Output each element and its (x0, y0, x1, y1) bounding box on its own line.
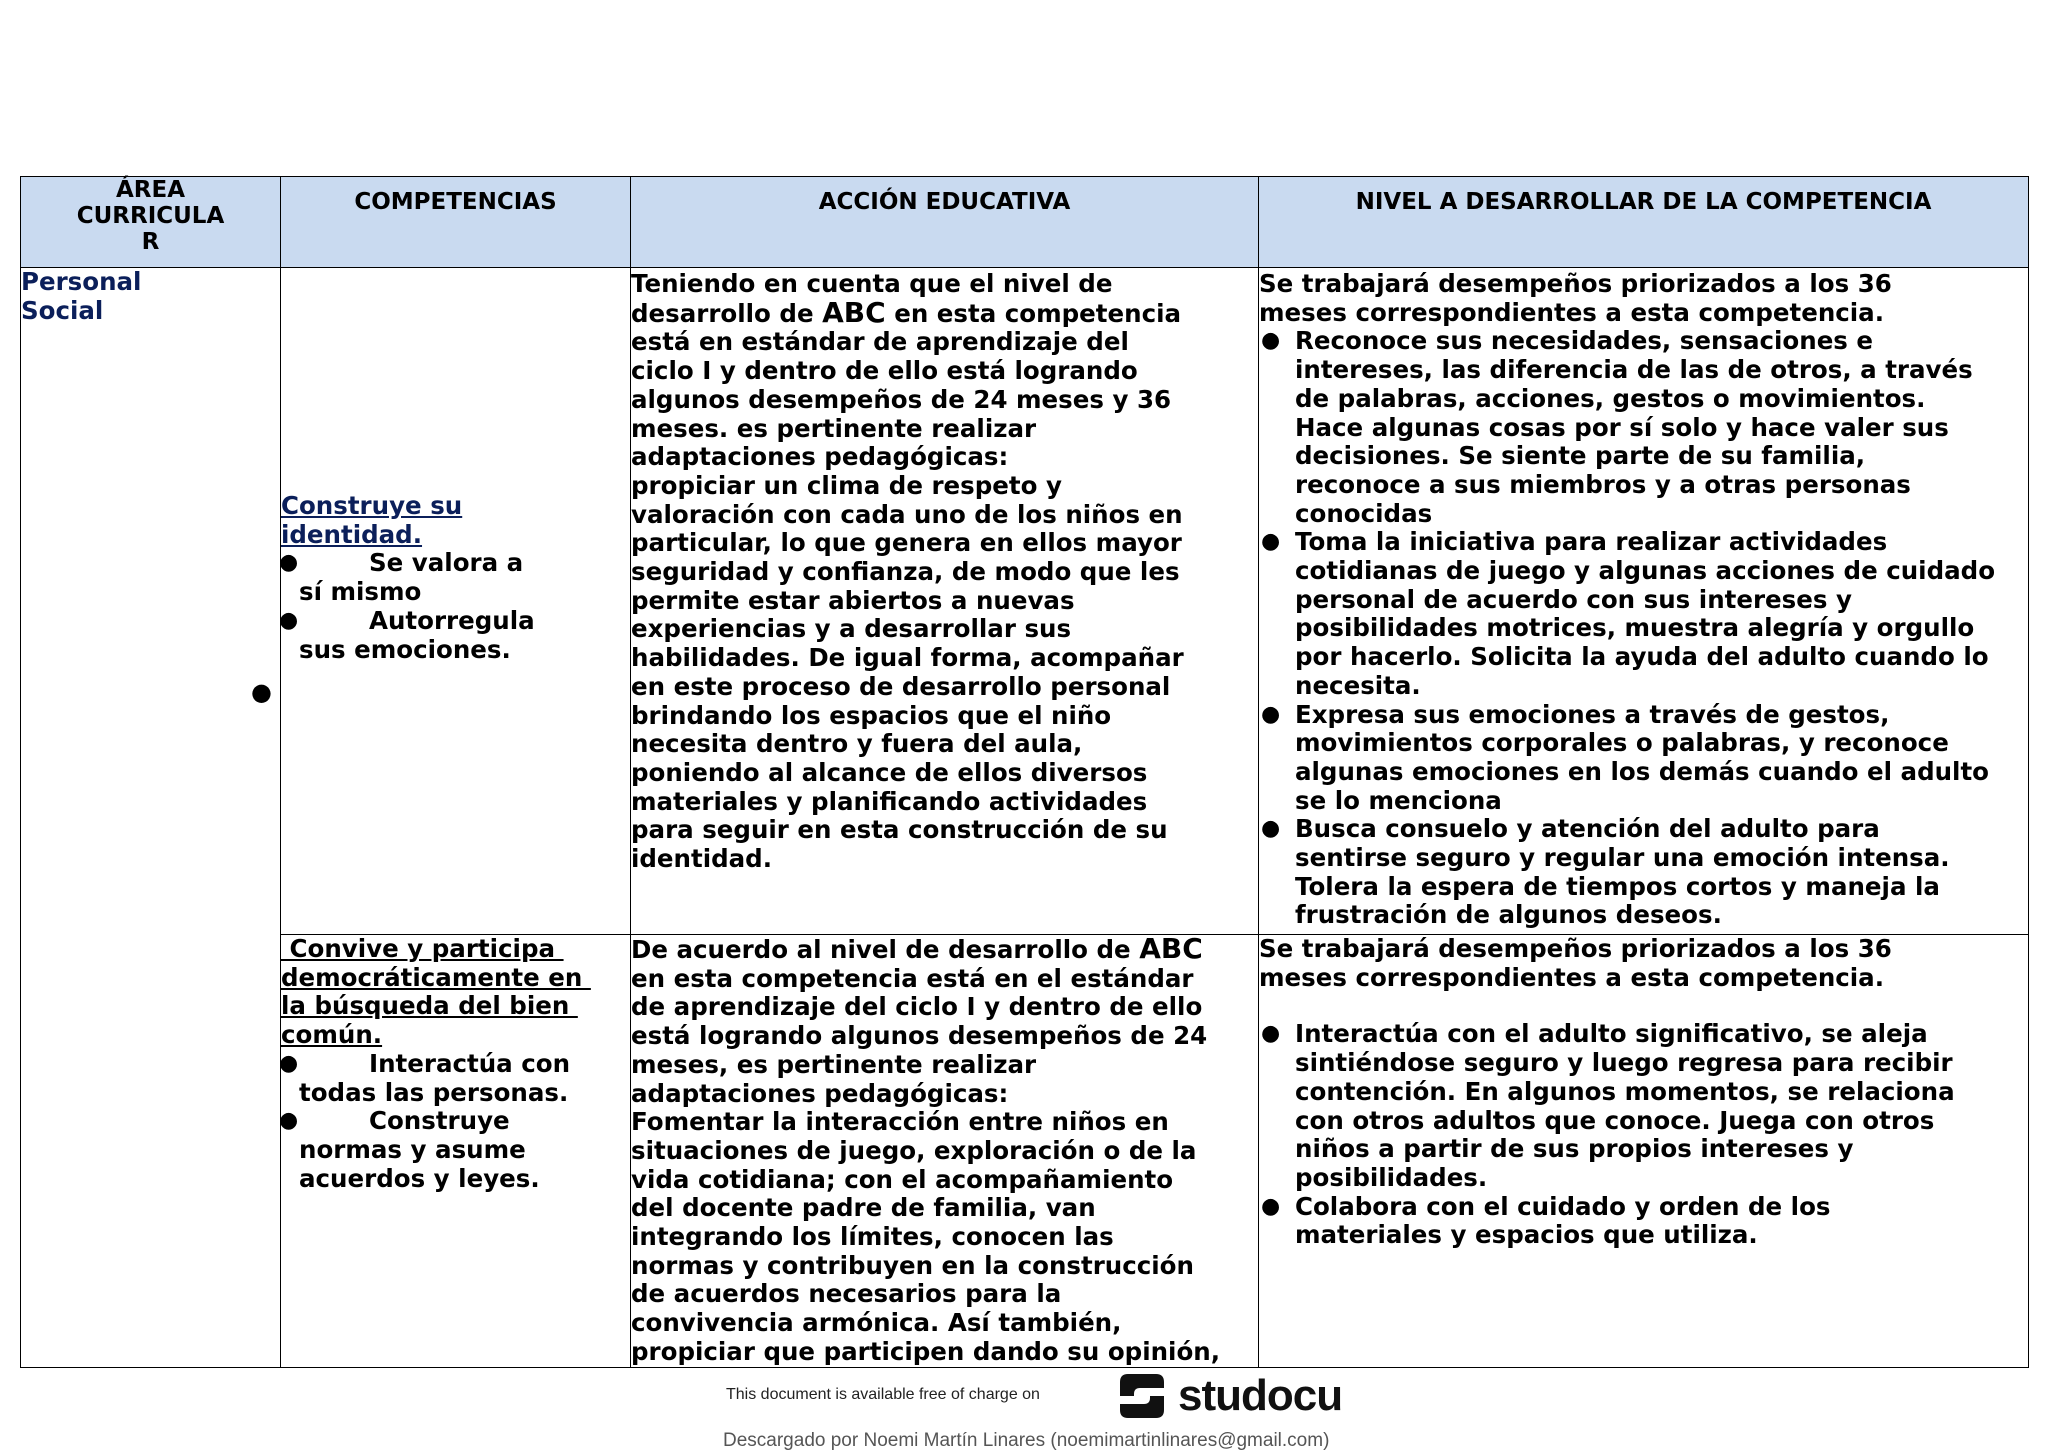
accion-text: desarrollo de (631, 298, 823, 328)
accion-line: de acuerdos necesarios para la (631, 1279, 1062, 1309)
list-item (281, 607, 630, 664)
header-nivel: NIVEL A DESARROLLAR DE LA COMPETENCIA (1259, 177, 2029, 268)
accion-line (631, 295, 1258, 329)
accion-line: Teniendo en cuenta que el nivel de (631, 269, 1113, 298)
accion-line: algunos desempeños de 24 meses y 36 (631, 384, 1172, 414)
header-area-line: CURRICULA (76, 203, 225, 229)
capacidad-text: normas y asume (299, 1134, 526, 1164)
header-area-line: R (141, 229, 160, 255)
list-item: ● Interactúa con el adulto significativo, se aleja sintiéndose seguro y luego regresa para recibir contención. En algunos momentos, se relaciona con otros adultos que conoce. Juega con otros niños a partir de sus propios intereses y posibilidades. (1259, 1020, 2028, 1192)
bullet-icon: ● (251, 678, 272, 706)
accion-line: del docente padre de familia, van (631, 1193, 1096, 1223)
competencia-cell (281, 268, 631, 935)
accion-line: necesita dentro y fuera del aula, (631, 729, 1083, 759)
list-item: ● Toma la iniciativa para realizar actividades cotidianas de juego y algunas acciones de cuidado personal de acuerdo con sus intereses y posibilidades motrices, muestra alegría y orgullo por hacerlo. Solicita la ayuda del adulto cuando lo necesita. (1259, 528, 2028, 700)
accion-line: permite estar abiertos a nuevas (631, 585, 1075, 615)
competencia-title: la búsqueda del bien (281, 991, 578, 1021)
accion-cell (631, 932, 1259, 1368)
accion-line: en este proceso de desarrollo personal (631, 671, 1171, 701)
capacidad-text: Interactúa con (369, 1048, 571, 1078)
accion-line: adaptaciones pedagógicas: (631, 1078, 1009, 1108)
accion-cell (631, 268, 1259, 935)
area-name: Personal (21, 267, 142, 296)
list-item: ● Busca consuelo y atención del adulto para sentirse seguro y regular una emoción intensa. Tolera la espera de tiempos cortos y maneja la frustración de algunos deseos. (1259, 815, 2028, 930)
competencia-title: Construye su (281, 491, 463, 520)
accion-text: en esta competencia (885, 298, 1182, 328)
capacidad-text: todas las personas. (299, 1077, 569, 1107)
accion-line: experiencias y a desarrollar sus (631, 614, 1072, 644)
nivel-cell (1259, 935, 2029, 1368)
accion-line: convivencia armónica. Así también, (631, 1308, 1122, 1338)
capacidad-text: sus emociones. (299, 634, 511, 664)
list-item (281, 549, 630, 606)
header-competencias: COMPETENCIAS (281, 177, 631, 268)
accion-line: poniendo al alcance de ellos diversos (631, 757, 1148, 787)
accion-line: materiales y planificando actividades (631, 786, 1148, 816)
accion-text: De acuerdo al nivel de desarrollo de (631, 935, 1140, 964)
list-item (281, 1107, 630, 1193)
accion-line: está en estándar de aprendizaje del (631, 327, 1129, 357)
accion-line: habilidades. De igual forma, acompañar (631, 643, 1184, 673)
curriculum-table (20, 176, 2029, 1368)
student-name: ABC (1139, 932, 1203, 965)
list-item: ● Expresa sus emociones a través de gestos, movimientos corporales o palabras, y reconoce algunas emociones en los demás cuando el adulto se lo menciona (1259, 701, 2028, 816)
accion-line: de aprendizaje del ciclo I y dentro de ello (631, 992, 1203, 1022)
header-accion: ACCIÓN EDUCATIVA (631, 177, 1259, 268)
area-cell (21, 268, 281, 1368)
accion-line: valoración con cada uno de los niños en (631, 499, 1183, 529)
nivel-intro: meses correspondientes a esta competencia. (1259, 297, 1885, 327)
nivel-intro: Se trabajará desempeños priorizados a los 36 (1259, 269, 1892, 298)
accion-line: Fomentar la interacción entre niños en (631, 1107, 1169, 1137)
list-item: ● Reconoce sus necesidades, sensaciones e intereses, las diferencia de las de otros, a través de palabras, acciones, gestos o movimientos. Hace algunas cosas por sí solo y hace valer sus decisiones. Se siente parte de su familia, reconoce a sus miembros y a otras personas conocidas (1259, 327, 2028, 528)
accion-line: propiciar un clima de respeto y (631, 470, 1062, 500)
accion-line: seguridad y confianza, de modo que les (631, 557, 1180, 587)
bullet-icon: ● (279, 1108, 299, 1134)
desempenos-list (1259, 1020, 2028, 1250)
desempenos-list (1259, 327, 2028, 930)
competencia-title: Convive y participa (281, 934, 564, 963)
list-item: ● Colabora con el cuidado y orden de los materiales y espacios que utiliza. (1259, 1193, 2028, 1250)
area-name: Social (21, 295, 104, 325)
competencia-cell (281, 935, 631, 1368)
accion-line: integrando los límites, conocen las (631, 1222, 1114, 1252)
student-name: ABC (822, 295, 886, 329)
capacidades-list (281, 549, 630, 664)
nivel-cell (1259, 268, 2029, 935)
capacidad-text: acuerdos y leyes. (299, 1163, 540, 1193)
studocu-logo-icon (1114, 1368, 1170, 1424)
row-identidad (21, 268, 2029, 935)
capacidades-list (281, 1050, 630, 1194)
bullet-icon: ● (279, 607, 299, 633)
accion-line: para seguir en esta construcción de su (631, 815, 1168, 845)
accion-line: propiciar que participen dando su opinión, (631, 1336, 1221, 1366)
competencia-title: democráticamente en (281, 962, 591, 992)
nivel-intro: Se trabajará desempeños priorizados a los 36 (1259, 934, 1892, 963)
bullet-icon: ● (279, 1050, 299, 1076)
header-area-line: ÁREA (115, 177, 186, 203)
accion-line: meses, es pertinente realizar (631, 1049, 1037, 1079)
accion-line: normas y contribuyen en la construcción (631, 1250, 1194, 1280)
accion-line (631, 932, 1258, 965)
capacidad-text: sí mismo (299, 577, 422, 607)
accion-line: identidad. (631, 844, 773, 874)
availability-text: This document is available free of charge on (726, 1386, 1040, 1403)
accion-line: vida cotidiana; con el acompañamiento (631, 1164, 1174, 1194)
bullet-icon: ● (279, 550, 299, 576)
downloaded-by: Descargado por Noemi Martín Linares (noemimartinlinares@gmail.com) (723, 1430, 1330, 1451)
accion-line: meses. es pertinente realizar (631, 413, 1037, 443)
accion-line: brindando los espacios que el niño (631, 700, 1112, 730)
footer (0, 1368, 2048, 1450)
header-row (21, 177, 2029, 268)
competencia-title: identidad. (281, 519, 423, 549)
header-area (21, 177, 281, 268)
accion-line: particular, lo que genera en ellos mayor (631, 528, 1182, 558)
studocu-brand: studocu (1178, 1371, 1343, 1420)
capacidad-text: Autorregula (369, 605, 535, 635)
accion-line: en esta competencia está en el estándar (631, 963, 1194, 993)
list-item (281, 1050, 630, 1107)
studocu-logo-link[interactable] (1114, 1368, 1342, 1424)
accion-line: ciclo I y dentro de ello está logrando (631, 356, 1138, 386)
accion-line: está logrando algunos desempeños de 24 (631, 1021, 1208, 1051)
capacidad-text: Construye (369, 1106, 510, 1136)
accion-line: situaciones de juego, exploración o de la (631, 1135, 1197, 1165)
competencia-title: común. (281, 1020, 383, 1050)
accion-line: adaptaciones pedagógicas: (631, 442, 1009, 472)
capacidad-text: Se valora a (369, 548, 524, 578)
nivel-intro: meses correspondientes a esta competencia. (1259, 962, 1885, 992)
row-convivencia (21, 935, 2029, 1368)
